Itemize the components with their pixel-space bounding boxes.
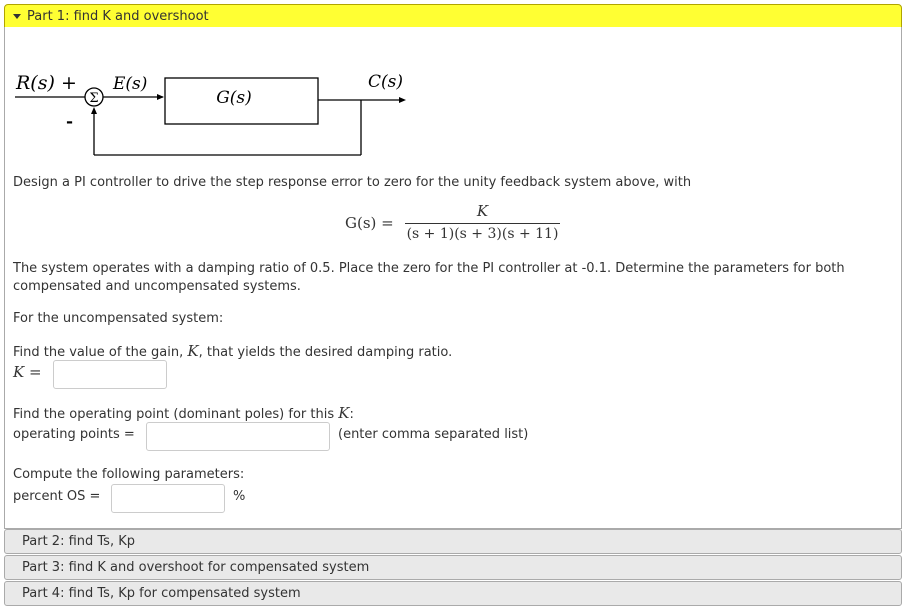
operating-point-question [13, 404, 354, 424]
intro-text: Design a PI controller to drive the step response error to zero for the unity feedback system above, with [13, 175, 692, 190]
gain-symbol: K [187, 342, 199, 360]
part4-title: Part 4: find Ts, Kp for compensated system [22, 586, 301, 601]
sum-symbol: Σ [89, 91, 99, 106]
gain-question-suffix: , that yields the desired damping ratio. [198, 345, 453, 360]
part3-header[interactable] [4, 555, 902, 580]
part4-header[interactable] [4, 581, 902, 606]
operating-points-input[interactable] [146, 422, 330, 451]
op-question-suffix: : [349, 407, 354, 422]
op-question-symbol: K [338, 404, 350, 422]
transfer-function [345, 202, 575, 246]
percent-os-label: percent OS = [13, 489, 101, 504]
k-label: K = [13, 363, 42, 381]
part2-header[interactable] [4, 529, 902, 554]
percent-unit: % [233, 489, 246, 504]
equation-denominator: (s + 1)(s + 3)(s + 11) [406, 226, 559, 242]
op-question-prefix: Find the operating point (dominant poles) for this [13, 407, 335, 422]
gain-question-prefix: Find the value of the gain, [13, 345, 184, 360]
caret-down-icon [13, 14, 21, 19]
output-label: C(s) [368, 72, 403, 92]
plus-sign: + [61, 72, 77, 94]
plant-label: G(s) [216, 88, 252, 108]
output-arrow [399, 97, 406, 103]
block-diagram [5, 27, 425, 162]
error-arrow [157, 94, 164, 100]
k-input[interactable] [53, 360, 167, 389]
part2-title: Part 2: find Ts, Kp [22, 534, 135, 549]
part3-title: Part 3: find K and overshoot for compensated system [22, 560, 370, 575]
part1-header[interactable] [4, 4, 902, 28]
part1-title: Part 1: find K and overshoot [27, 8, 209, 24]
minus-sign: - [66, 112, 74, 132]
error-label: E(s) [113, 74, 148, 94]
part1-body [4, 27, 902, 529]
input-label: R(s) [16, 72, 55, 94]
feedback-arrow [91, 107, 97, 114]
uncompensated-heading: For the uncompensated system: [13, 311, 224, 326]
problem-description: The system operates with a damping ratio of 0.5. Place the zero for the PI controller at -0.1. Determine the parameters for both compensated and uncompensated systems. [13, 261, 845, 294]
percent-os-input[interactable] [111, 484, 225, 513]
operating-points-hint: (enter comma separated list) [338, 427, 529, 442]
gain-question [13, 342, 452, 362]
equation-numerator: K [476, 202, 489, 220]
equation-lhs: G(s) = [345, 214, 394, 232]
fraction-bar [405, 223, 560, 224]
operating-points-label: operating points = [13, 427, 135, 442]
compute-heading: Compute the following parameters: [13, 467, 245, 482]
